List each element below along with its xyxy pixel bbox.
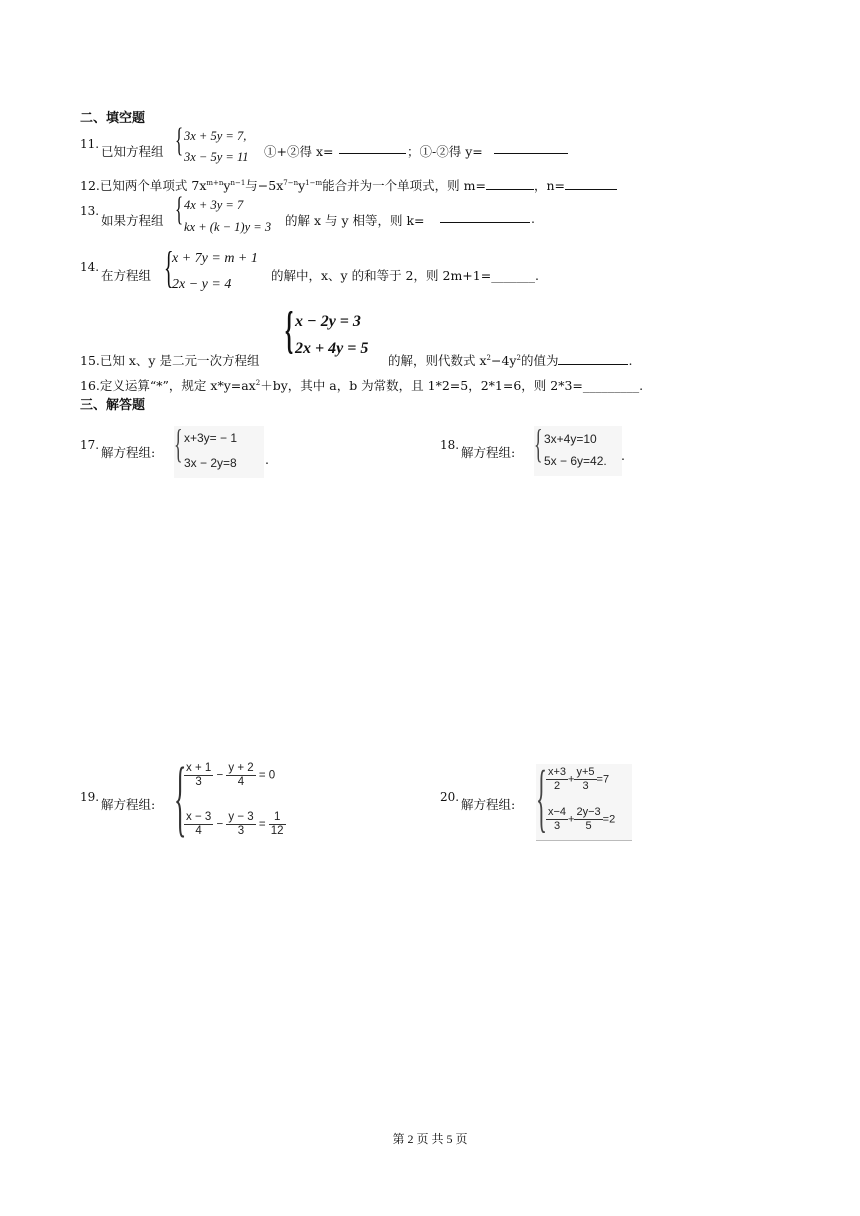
question-text: 的解，则代数式 x	[388, 353, 487, 368]
numerator: 1	[269, 811, 286, 825]
denominator: 3	[553, 820, 561, 832]
question-text: .	[621, 448, 625, 463]
equation-image	[534, 421, 622, 476]
equation-brace: {	[175, 122, 184, 159]
equation-line-2: 2x − y = 4	[172, 277, 232, 292]
fraction	[574, 806, 602, 833]
question-text: .	[531, 211, 535, 226]
answer-blank	[558, 353, 628, 365]
equation-brace: {	[536, 756, 547, 840]
equation-line-1: $\frac{x+3}{2}$ + $\frac{y+5}{3}$ =7	[548, 766, 610, 792]
denominator: 12	[270, 825, 284, 837]
equation-line-2: 3x − 2y=8	[184, 456, 237, 470]
question-text: 定义运算“*”，规定 x*y=ax	[99, 378, 256, 393]
denominator: 3	[195, 776, 202, 788]
question-text: 的解 x 与 y 相等，则 k=	[285, 213, 425, 228]
equation-image	[536, 756, 632, 841]
numerator: y + 2	[228, 762, 254, 774]
question-number: 20.	[440, 790, 460, 804]
equation-line-1: $\frac{x + 1}{3}$ − $\frac{y + 2}{4}$ = 0	[186, 762, 276, 788]
equation-line-2: 5x − 6y=42.	[544, 454, 607, 468]
question-text: 在方程组	[101, 268, 152, 283]
exponent: 7−n	[283, 178, 299, 187]
exponent: 2	[255, 378, 261, 387]
denominator: 4	[195, 825, 202, 837]
equation-line-1: 3x+4y=10	[544, 432, 597, 446]
question-text	[80, 351, 259, 369]
fraction	[226, 811, 255, 838]
numerator: x+3	[548, 766, 567, 778]
equation-line-2: $\frac{x - 3}{4}$ − $\frac{y - 3}{3}$ = $\frac{1}{12}$	[186, 811, 284, 837]
question-text: 已知 x、y 是二元一次方程组	[99, 353, 260, 368]
section-title-solve: 三、解答题	[80, 398, 146, 413]
question-number: 17.	[80, 438, 100, 452]
question-16	[80, 376, 643, 394]
answer-blank	[565, 178, 617, 190]
numerator: x + 1	[186, 762, 212, 774]
question-text: −4y	[491, 353, 517, 368]
question-text: ，n=	[533, 178, 565, 193]
exponent: 2	[486, 353, 491, 362]
equation-brace: {	[174, 749, 187, 845]
question-text: y	[298, 178, 306, 193]
question-text: 已知方程组	[101, 144, 164, 159]
question-text: 解方程组:	[101, 797, 156, 812]
numerator: x − 3	[186, 811, 212, 823]
question-text: 已知两个单项式 7x	[99, 178, 207, 193]
answer-blank	[440, 211, 530, 223]
equation-line-2: 2x + 4y = 5	[295, 340, 369, 357]
equation-rhs: = 0	[258, 769, 276, 782]
numerator: y − 3	[228, 811, 254, 823]
equation-rhs: =7	[596, 773, 610, 786]
fraction	[546, 806, 568, 833]
question-number: 12.	[80, 178, 100, 193]
fraction	[269, 811, 286, 838]
question-number: 15.	[80, 353, 100, 368]
question-text: ；①-②得 y=	[407, 144, 483, 159]
answer-blank	[494, 142, 568, 154]
question-text: y	[223, 178, 231, 193]
equation-brace: {	[174, 421, 183, 466]
exponent: n−1	[230, 178, 246, 187]
equation-line-2: $\frac{x-4}{3}$ + $\frac{2y-3}{5}$ =2	[548, 806, 616, 832]
equation-brace: {	[175, 191, 184, 228]
equation-line-1: x+3y= − 1	[184, 431, 238, 445]
question-text: 的解中，x、y 的和等于 2，则 2m+1=_______.	[271, 268, 539, 283]
question-number: 11.	[80, 137, 100, 151]
equation-line-2: kx + (k − 1)y = 3	[184, 220, 272, 234]
question-text: 如果方程组	[101, 213, 164, 228]
exponent: m+n	[206, 178, 224, 187]
page-footer: 第 2 页 共 5 页	[392, 1132, 468, 1146]
answer-blank	[486, 178, 534, 190]
equation-brace: {	[164, 243, 174, 292]
answer-blank	[339, 142, 406, 154]
numerator: x−4	[548, 806, 567, 818]
question-text: ＋by，其中 a，b 为常数，且 1*2=5，2*1=6，则 2*3=_________.	[260, 378, 644, 393]
equation-brace: {	[534, 421, 543, 466]
fraction	[546, 766, 568, 793]
question-text: .	[265, 452, 269, 467]
question-text: 解方程组:	[461, 445, 516, 460]
denominator: 3	[582, 780, 589, 792]
denominator: 2	[553, 780, 561, 792]
question-number: 19.	[80, 790, 100, 804]
section-title-fill-in: 二、填空题	[80, 111, 146, 126]
numerator: y+5	[576, 766, 595, 778]
question-number: 13.	[80, 204, 100, 218]
question-text: 与−5x	[245, 178, 284, 193]
equation-image	[174, 421, 264, 478]
fraction	[226, 762, 255, 789]
equation-brace: {	[285, 302, 294, 359]
equation-rhs: =2	[602, 813, 616, 826]
question-number: 14.	[80, 260, 100, 274]
denominator: 4	[237, 776, 245, 788]
equation-line-1: x − 2y = 3	[295, 313, 361, 330]
question-12	[80, 176, 617, 194]
denominator: 3	[237, 825, 245, 837]
question-text: 的值为	[520, 353, 559, 368]
question-text	[388, 351, 632, 369]
denominator: 5	[585, 820, 592, 832]
equation-line-1: 3x + 5y = 7,	[184, 129, 247, 143]
question-text: 解方程组:	[461, 797, 516, 812]
equation-line-1: 4x + 3y = 7	[184, 198, 244, 212]
fraction	[184, 811, 213, 838]
question-text: 能合并为一个单项式，则 m=	[322, 178, 486, 193]
equation-line-2: 3x − 5y = 11	[184, 150, 249, 164]
question-text: ①+②得 x=	[264, 144, 334, 159]
question-number: 16.	[80, 378, 100, 393]
exponent: 1−m	[305, 178, 323, 187]
question-text: 解方程组:	[101, 445, 156, 460]
exponent: 2	[516, 353, 521, 362]
question-text: .	[628, 353, 633, 368]
question-number: 18.	[440, 438, 460, 452]
equation-line-1: x + 7y = m + 1	[172, 251, 258, 266]
fraction	[184, 762, 213, 789]
fraction	[574, 766, 596, 793]
numerator: 2y−3	[576, 806, 601, 818]
